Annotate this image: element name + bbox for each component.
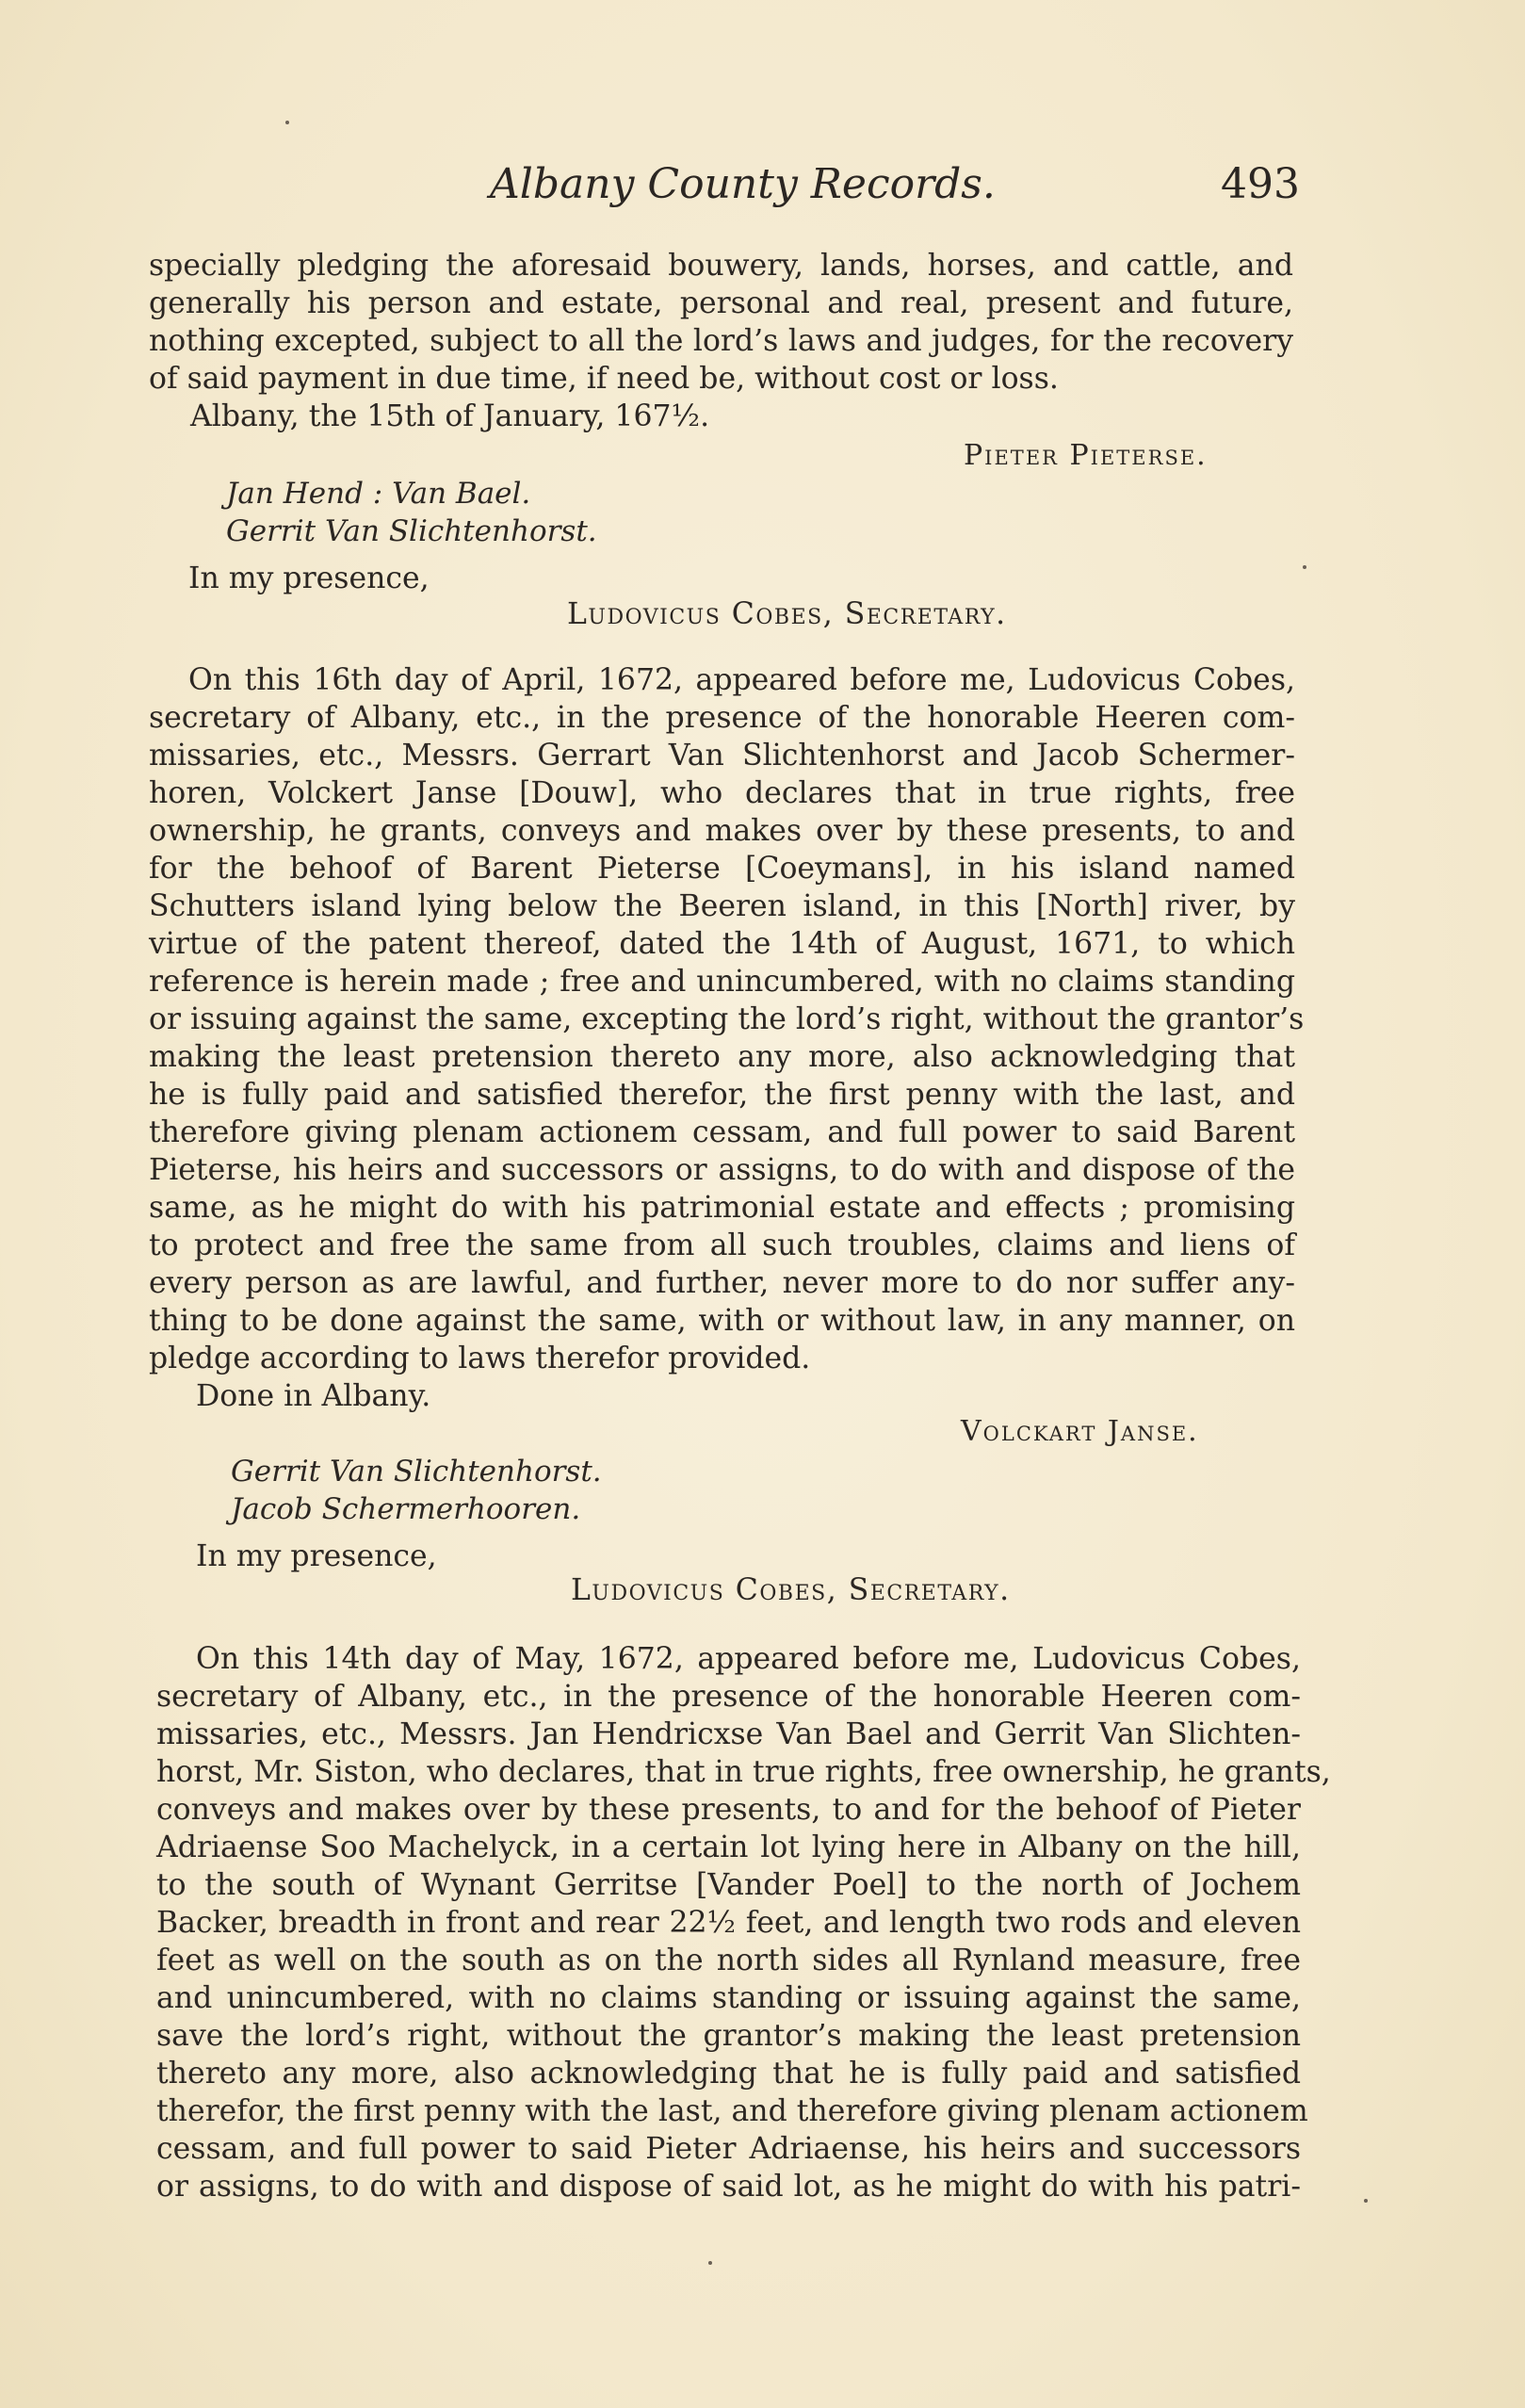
- text-line: therefore giving plenam actionem cessam, and full power to said Barent: [149, 1115, 1295, 1149]
- paragraph-continuation: [149, 247, 1293, 398]
- deed-paragraph: [149, 661, 1305, 1377]
- text-line: or issuing against the same, excepting the lord’s right, without the grantor’s: [149, 1002, 1305, 1036]
- text-line: of said payment in due time, if need be, without cost or loss.: [149, 362, 1059, 396]
- text-line: ownership, he grants, conveys and makes over by these presents, to and: [149, 814, 1295, 848]
- text-line: Pieterse, his heirs and successors or assigns, to do with and dispose of the: [149, 1153, 1295, 1187]
- secretary-signature: Ludovicus Cobes, Secretary.: [567, 597, 1007, 631]
- text-line: pledge according to laws therefor provided.: [149, 1342, 811, 1375]
- text-line: missaries, etc., Messrs. Gerrart Van Slichtenhorst and Jacob Schermer-: [149, 739, 1295, 773]
- running-header: [490, 158, 1300, 211]
- text-line: horst, Mr. Siston, who declares, that in true rights, free ownership, he grants,: [156, 1755, 1331, 1789]
- text-line: conveys and makes over by these presents, to and for the behoof of Pieter: [156, 1793, 1301, 1827]
- witness-name: Jan Hend : Van Bael.: [226, 477, 531, 511]
- presence-line: In my presence,: [196, 1539, 437, 1573]
- text-line: therefor, the first penny with the last, and therefore giving plenam actionem: [156, 2094, 1308, 2128]
- text-line: Schutters island lying below the Beeren island, in this [North] river, by: [149, 889, 1295, 923]
- text-line: to protect and free the same from all such troubles, claims and liens of: [149, 1228, 1295, 1262]
- text-line: to the south of Wynant Gerritse [Vander Poel] to the north of Jochem: [156, 1868, 1301, 1902]
- text-line: every person as are lawful, and further, never more to do nor suffer any-: [149, 1266, 1295, 1300]
- text-line: and unincumbered, with no claims standing or issuing against the same,: [156, 1981, 1301, 2015]
- text-line: secretary of Albany, etc., in the presence of the honorable Heeren com-: [149, 701, 1295, 735]
- text-line: virtue of the patent thereof, dated the 14th of August, 1671, to which: [149, 927, 1295, 961]
- page-number: 493: [1221, 160, 1300, 208]
- paper-speck: [708, 2261, 712, 2265]
- text-line: nothing excepted, subject to all the lord’s laws and judges, for the recovery: [149, 324, 1293, 358]
- text-line: secretary of Albany, etc., in the presence of the honorable Heeren com-: [156, 1680, 1301, 1714]
- text-line: feet as well on the south as on the north sides all Rynland measure, free: [156, 1944, 1301, 1977]
- date-line: Albany, the 15th of January, 167½.: [190, 399, 710, 433]
- text-line: On this 14th day of May, 1672, appeared before me, Ludovicus Cobes,: [196, 1642, 1301, 1676]
- text-line: generally his person and estate, personal and real, present and future,: [149, 286, 1293, 320]
- text-line: specially pledging the aforesaid bouwery, lands, horses, and cattle, and: [149, 249, 1293, 283]
- text-line: save the lord’s right, without the grantor’s making the least pretension: [156, 2019, 1301, 2053]
- paper-speck: [1364, 2199, 1368, 2203]
- text-line: thereto any more, also acknowledging that he is fully paid and satisfied: [156, 2057, 1301, 2091]
- text-line: On this 16th day of April, 1672, appeared before me, Ludovicus Cobes,: [188, 663, 1295, 697]
- done-line: Done in Albany.: [196, 1379, 431, 1413]
- text-line: same, as he might do with his patrimonial estate and effects ; promising: [149, 1191, 1295, 1225]
- text-line: making the least pretension thereto any more, also acknowledging that: [149, 1040, 1295, 1074]
- paper-speck: [285, 121, 289, 124]
- witness-name: Jacob Schermerhooren.: [231, 1492, 581, 1526]
- witness-name: Gerrit Van Slichtenhorst.: [231, 1455, 602, 1489]
- text-line: Adriaense Soo Machelyck, in a certain lot lying here in Albany on the hill,: [156, 1830, 1301, 1864]
- text-line: he is fully paid and satisfied therefor, the first penny with the last, and: [149, 1078, 1295, 1112]
- text-line: Backer, breadth in front and rear 22½ feet, and length two rods and eleven: [156, 1906, 1301, 1940]
- text-line: or assigns, to do with and dispose of said lot, as he might do with his patri-: [156, 2170, 1301, 2204]
- deed-paragraph: [156, 1640, 1331, 2205]
- text-line: horen, Volckert Janse [Douw], who declares that in true rights, free: [149, 776, 1295, 810]
- witness-name: Gerrit Van Slichtenhorst.: [226, 514, 597, 548]
- header-title: Albany County Records.: [490, 160, 996, 208]
- secretary-signature: Ludovicus Cobes, Secretary.: [571, 1573, 1011, 1607]
- text-line: cessam, and full power to said Pieter Adriaense, his heirs and successors: [156, 2132, 1301, 2166]
- text-line: thing to be done against the same, with or without law, in any manner, on: [149, 1304, 1295, 1338]
- text-line: for the behoof of Barent Pieterse [Coeymans], in his island named: [149, 852, 1295, 886]
- paper-speck: [1303, 565, 1306, 569]
- signature-signer: Volckart Janse.: [961, 1415, 1199, 1448]
- presence-line: In my presence,: [188, 561, 430, 595]
- text-line: missaries, etc., Messrs. Jan Hendricxse Van Bael and Gerrit Van Slichten-: [156, 1717, 1301, 1751]
- text-line: reference is herein made ; free and unincumbered, with no claims standing: [149, 965, 1295, 999]
- signature-signer: Pieter Pieterse.: [964, 439, 1208, 472]
